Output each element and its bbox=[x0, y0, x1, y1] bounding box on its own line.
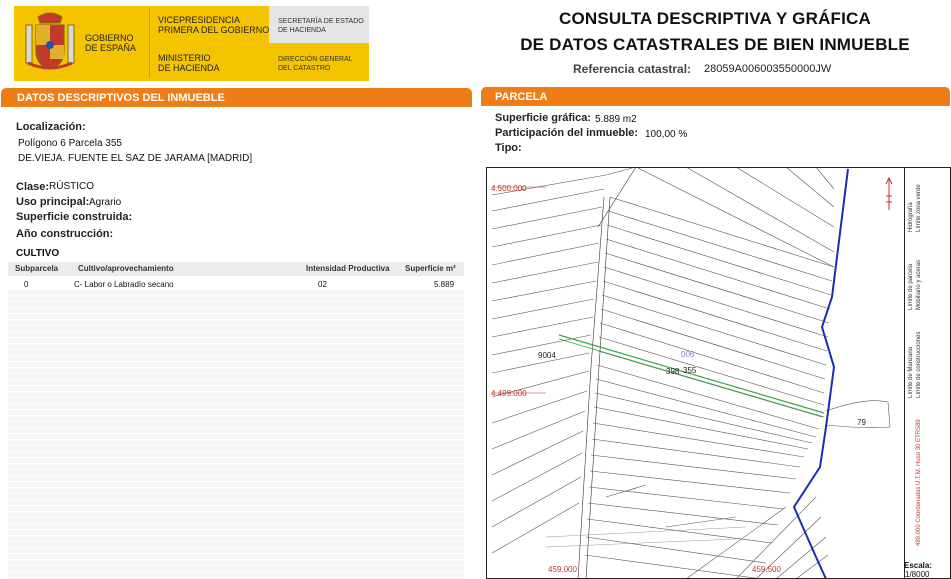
legend-limite-parcela: Límite de parcela bbox=[908, 263, 914, 310]
parcel-label-9004: 9004 bbox=[538, 351, 556, 360]
coord-label-x-left: 459.000 bbox=[548, 565, 577, 574]
page-title-line1: CONSULTA DESCRIPTIVA Y GRÁFICA bbox=[558, 9, 872, 28]
superficie-grafica-value: 5.889 m2 bbox=[595, 114, 637, 125]
parcel-label-355: 355 bbox=[683, 366, 697, 375]
col-intensidad: Intensidad Productiva bbox=[306, 264, 390, 273]
cell-subparcela: 0 bbox=[24, 280, 29, 289]
tipo-label: Tipo: bbox=[495, 142, 522, 154]
datos-descriptivos-section-header bbox=[1, 88, 472, 107]
superficie-grafica-label: Superficie gráfica: bbox=[495, 112, 591, 124]
escala-value: 1/8000 bbox=[905, 570, 930, 579]
parcel-label-398: 398 bbox=[666, 367, 680, 376]
cultivo-table-body bbox=[8, 290, 464, 579]
vicepresidencia-label: VICEPRESIDENCIA PRIMERA DEL GOBIERNO bbox=[158, 15, 270, 35]
cell-superficie: 5.889 bbox=[434, 280, 455, 289]
legend-limite-manzana: Límite de Manzana bbox=[908, 346, 914, 398]
col-cultivo: Cultivo/aprovechamiento bbox=[78, 264, 174, 273]
clase-value: RÚSTICO bbox=[49, 181, 94, 192]
uso-principal-value: Agrario bbox=[89, 197, 122, 208]
localizacion-line1: Polígono 6 Parcela 355 bbox=[18, 138, 122, 149]
localizacion-line2: DE.VIEJA. FUENTE EL SAZ DE JARAMA [MADRID] bbox=[18, 153, 253, 164]
section-title: DATOS DESCRIPTIVOS DEL INMUEBLE bbox=[17, 92, 225, 104]
north-arrow-icon bbox=[884, 176, 894, 212]
gobierno-de-espana-label: GOBIERNO DE ESPAÑA bbox=[85, 33, 136, 53]
cell-intensidad: 02 bbox=[318, 280, 327, 289]
parcel-label-purple: 006 bbox=[681, 350, 695, 359]
localizacion-label: Localización: bbox=[16, 121, 86, 133]
col-superficie: Superficie m² bbox=[405, 264, 456, 273]
legend-coordinates: 489.000 Coordenadas U.T.M. Huso 30 ETRS89 bbox=[916, 419, 922, 546]
clase-label: Clase: bbox=[16, 181, 50, 193]
section-title: PARCELA bbox=[495, 91, 548, 103]
participacion-label: Participación del inmueble: bbox=[495, 127, 639, 139]
col-subparcela: Subparcela bbox=[15, 264, 59, 273]
referencia-catastral-label: Referencia catastral: bbox=[573, 62, 692, 76]
escala-label: Escala: bbox=[904, 561, 933, 570]
cultivo-table-header bbox=[8, 262, 464, 276]
coat-of-arms-icon bbox=[22, 11, 78, 73]
secretaria-label: SECRETARÍA DE ESTADO DE HACIENDA bbox=[278, 18, 364, 34]
superficie-construida-label: Superficie construida: bbox=[16, 211, 133, 223]
cadastral-map[interactable] bbox=[486, 167, 951, 579]
municipal-boundary bbox=[794, 169, 848, 579]
legend-mobiliario: Mobiliario y aceras bbox=[916, 259, 922, 310]
coord-label-x-right: 459.500 bbox=[752, 565, 781, 574]
referencia-catastral-value: 28059A006003550000JW bbox=[704, 63, 832, 75]
parcel-label-79: 79 bbox=[857, 418, 866, 427]
ano-construccion-label: Año construcción: bbox=[16, 228, 114, 240]
coord-label-y-mid: 4.499.000 bbox=[491, 389, 527, 398]
legend-limite-construcciones: Límite de construcciones bbox=[916, 331, 922, 398]
parcela-section-header bbox=[481, 87, 950, 106]
cell-cultivo: C- Labor o Labradío secano bbox=[74, 280, 174, 289]
legend-hidrografia: Hidrografía bbox=[908, 202, 914, 232]
participacion-value: 100,00 % bbox=[645, 129, 688, 140]
coord-label-y-top: 4.500.000 bbox=[491, 184, 527, 193]
uso-principal-label: Uso principal: bbox=[16, 196, 90, 208]
ministerio-label: MINISTERIO DE HACIENDA bbox=[158, 53, 220, 73]
cultivo-title: CULTIVO bbox=[16, 248, 60, 259]
legend-zona-verde: Límite zona verde bbox=[916, 184, 922, 232]
page-title-line2: DE DATOS CATASTRALES DE BIEN INMUEBLE bbox=[520, 35, 910, 54]
direccion-general-label: DIRECCIÓN GENERAL DEL CATASTRO bbox=[278, 56, 353, 72]
header-divider bbox=[149, 8, 150, 78]
